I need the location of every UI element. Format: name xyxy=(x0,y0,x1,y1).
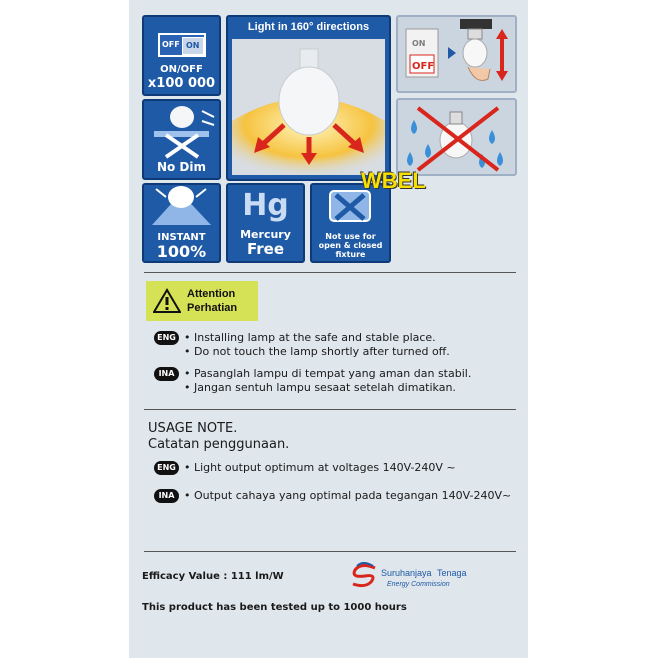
directions-title: Light in 160° directions xyxy=(247,21,370,33)
switch-on-label: ON xyxy=(186,41,200,50)
no-dim-tile xyxy=(142,99,221,180)
attention-title-ina: Perhatian xyxy=(187,302,238,314)
mercury-label: Mercury xyxy=(240,228,291,241)
eng-badge: ENG xyxy=(154,331,179,345)
onoff-label: ON/OFF xyxy=(160,64,203,75)
tested-hours-note: This product has been tested up to 1000 hours xyxy=(142,602,407,613)
efficacy-value: Efficacy Value : 111 lm/W xyxy=(142,571,284,582)
ina-badge: INA xyxy=(154,367,179,381)
usage-note-title-ina: Catatan penggunaan. xyxy=(148,437,290,452)
warning-ina-line-1: • Pasanglah lampu di tempat yang aman dan stabil. xyxy=(184,367,472,380)
divider-bottom xyxy=(144,551,516,552)
no-water-icon xyxy=(398,100,515,174)
attention-box xyxy=(146,281,258,321)
usage-ina-badge: INA xyxy=(154,489,179,503)
warning-ina-line-2: • Jangan sentuh lampu sesaat setelah dimatikan. xyxy=(184,381,456,394)
warning-eng-line-1: • Installing lamp at the safe and stable place. xyxy=(184,331,436,344)
switch-off-label: OFF xyxy=(162,40,180,49)
instant-percent: 100% xyxy=(156,242,207,261)
divider-middle xyxy=(144,409,516,410)
fixture-label-2: open & closed xyxy=(318,241,383,250)
instant-light-icon xyxy=(144,185,219,229)
install-switch-on: ON xyxy=(412,39,426,48)
energy-commission-logo xyxy=(351,560,511,594)
no-water-tile xyxy=(396,98,517,176)
cycles-label: x100 000 xyxy=(147,76,216,91)
logo-name-2: Tenaga xyxy=(437,568,467,578)
mercury-free-tile xyxy=(226,183,305,263)
usage-eng-text: • Light output optimum at voltages 140V-240V ~ xyxy=(184,461,456,474)
mercury-symbol: Hg xyxy=(242,188,289,223)
warning-icon xyxy=(153,288,181,314)
fixture-label-1: Not use for xyxy=(325,232,376,241)
light-directions-tile xyxy=(226,15,391,181)
onoff-cycles-tile xyxy=(142,15,221,96)
no-dim-icon xyxy=(144,103,219,159)
usage-note-title: USAGE NOTE. xyxy=(148,421,238,436)
install-power-off-tile xyxy=(396,15,517,93)
usage-eng-badge: ENG xyxy=(154,461,179,475)
package-panel xyxy=(129,0,528,658)
switch-icon xyxy=(158,33,206,57)
logo-sub: Energy Commission xyxy=(387,581,450,588)
warning-eng-line-2: • Do not touch the lamp shortly after turned off. xyxy=(184,345,450,358)
bulb-light-illustration xyxy=(232,39,385,175)
fixture-label-3: fixture xyxy=(335,250,366,259)
install-illustration xyxy=(398,17,515,91)
divider-top xyxy=(144,272,516,273)
energy-commission-logo-mark xyxy=(351,562,379,588)
attention-title: Attention xyxy=(187,288,236,300)
no-enclosed-fixture-tile xyxy=(310,183,391,263)
instant-label: INSTANT xyxy=(157,232,206,243)
usage-ina-text: • Output cahaya yang optimal pada tegangan 140V-240V~ xyxy=(184,489,512,502)
install-switch-off: OFF xyxy=(412,61,435,72)
logo-name-1: Suruhanjaya xyxy=(381,568,432,578)
watermark-text: WBEL xyxy=(361,168,426,193)
no-dim-label: No Dim xyxy=(156,160,207,174)
instant-on-tile xyxy=(142,183,221,263)
free-label: Free xyxy=(246,240,285,258)
directions-illustration xyxy=(232,39,385,175)
